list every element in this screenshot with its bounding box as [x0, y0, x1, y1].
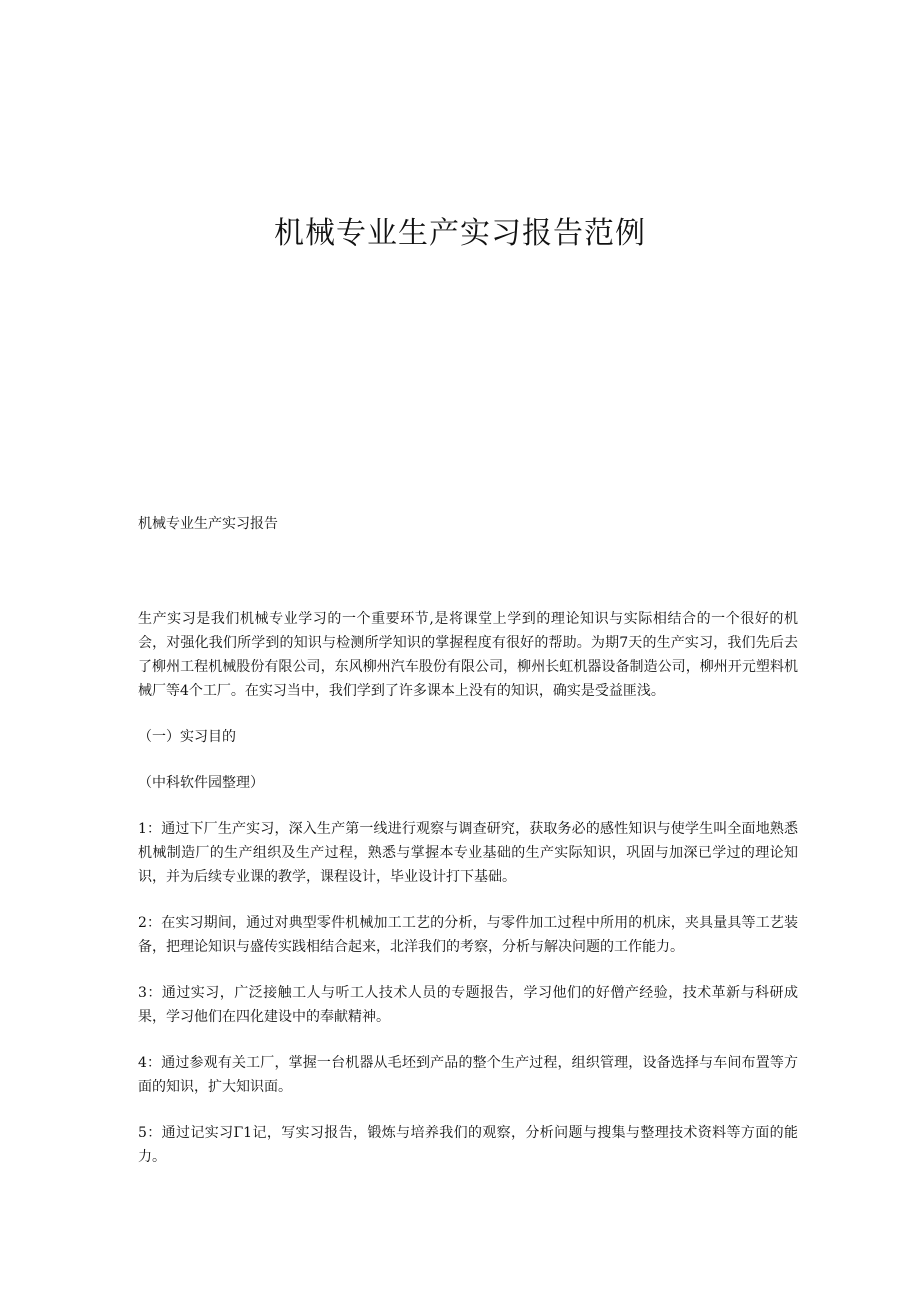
page-title: 机械专业生产实习报告范例	[274, 216, 646, 251]
list-item: 2：在实习期间，通过对典型零件机械加工工艺的分析，与零件加工过程中所用的机床，夹具量具等工艺装备，把理论知识与盛传实践相结合起来，北洋我们的考察，分析与解决问题的工作能力。	[138, 915, 798, 955]
source-note: （中科软件园整理）	[138, 775, 264, 791]
section-heading: （一）实习目的	[138, 729, 236, 745]
document-body	[138, 607, 798, 1191]
list-item: 5：通过记实习Γ1记，写实习报告，锻炼与培养我们的观察，分析问题与搜集与整理技术资料等方面的能力。	[138, 1125, 798, 1165]
list-item: 4：通过参观有关工厂，掌握一台机器从毛坯到产品的整个生产过程，组织管理，设备选择与车间布置等方面的知识，扩大知识面。	[138, 1055, 798, 1095]
list-item: 1：通过下厂生产实习，深入生产第一线进行观察与调查研究，获取务必的感性知识与使学生叫全面地熟悉机械制造厂的生产组织及生产过程，熟悉与掌握本专业基础的生产实际知识，巩固与加深已学过的理论知识，并为后续专业课的教学，课程设计，毕业设计打下基础。	[138, 821, 798, 885]
list-item: 3：通过实习，广泛接触工人与听工人技术人员的专题报告，学习他们的好僧产经验，技术革新与科研成果，学习他们在四化建设中的奉献精神。	[138, 985, 798, 1025]
document-subtitle: 机械专业生产实习报告	[138, 516, 278, 532]
intro-paragraph: 生产实习是我们机械专业学习的一个重要环节,是将课堂上学到的理论知识与实际相结合的一个很好的机会，对强化我们所学到的知识与检测所学知识的掌握程度有很好的帮助。为期7天的生产实习，我们先后去了柳州工程机械股份有限公司，东风柳州汽车股份有限公司，柳州长虹机器设备制造公司，柳州开元塑料机械厂等4个工厂。在实习当中，我们学到了许多课本上没有的知识，确实是受益匪浅。	[138, 611, 798, 699]
